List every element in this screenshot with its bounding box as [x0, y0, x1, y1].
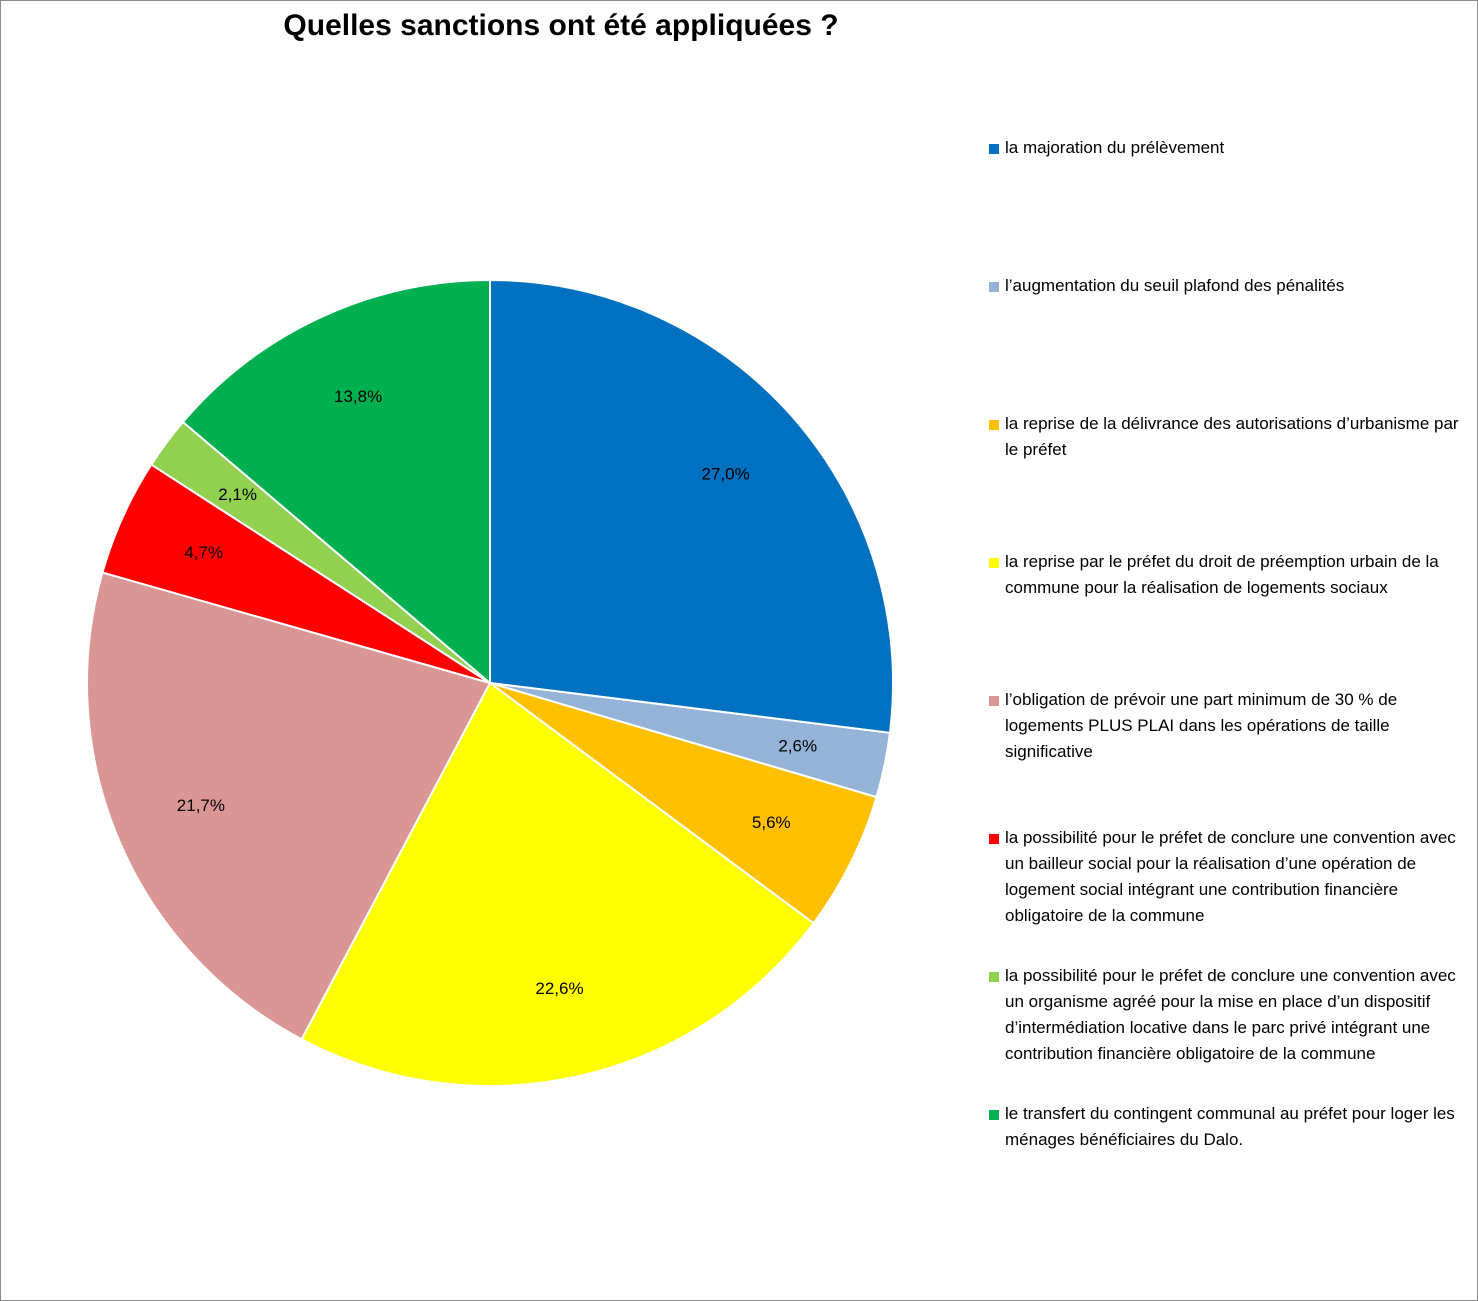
- legend-item-1: [987, 135, 1465, 161]
- legend-item-6: [987, 825, 1465, 929]
- legend-label: la possibilité pour le préfet de conclure une convention avec un bailleur social pour la réalisation d’une opération de logement social intégrant une contribution financière obligatoire de la commune: [1005, 828, 1456, 925]
- data-label-4: 22,6%: [535, 979, 584, 999]
- legend-label: la reprise de la délivrance des autorisations d’urbanisme par le préfet: [1005, 414, 1459, 459]
- legend-label: l’obligation de prévoir une part minimum de 30 % de logements PLUS PLAI dans les opérations de taille significative: [1005, 690, 1398, 761]
- legend-swatch: [989, 1110, 999, 1120]
- data-label-5: 21,7%: [176, 795, 226, 815]
- data-label-7: 2,1%: [218, 485, 257, 505]
- data-label-8: 13,8%: [333, 387, 383, 407]
- legend-item-5: [987, 687, 1465, 765]
- legend-swatch: [989, 558, 999, 568]
- data-label-6: 4,7%: [184, 542, 224, 562]
- legend-item-8: [987, 1101, 1465, 1153]
- pie-chart: [1, 1, 981, 1300]
- legend-swatch: [989, 420, 999, 430]
- legend-item-4: [987, 549, 1465, 601]
- legend-label: l’augmentation du seuil plafond des pénalités: [1005, 276, 1345, 295]
- pie-slice-1: [490, 280, 893, 733]
- chart-title: Quelles sanctions ont été appliquées ?: [283, 9, 839, 42]
- data-label-1: 27,0%: [701, 464, 750, 484]
- legend: [987, 1, 1467, 1300]
- legend-label: la reprise par le préfet du droit de préemption urbain de la commune pour la réalisation de logements sociaux: [1005, 552, 1439, 597]
- data-label-2: 2,6%: [778, 736, 818, 756]
- data-label-3: 5,6%: [751, 812, 791, 832]
- legend-label: la possibilité pour le préfet de conclure une convention avec un organisme agréé pour la mise en place d’un dispositif d’intermédiation locative dans le parc privé intégrant une contribution financière obligatoire de la commune: [1005, 966, 1456, 1063]
- legend-label: la majoration du prélèvement: [1005, 138, 1225, 157]
- legend-item-2: [987, 273, 1465, 299]
- legend-swatch: [989, 144, 999, 154]
- legend-label: le transfert du contingent communal au préfet pour loger les ménages bénéficiaires du Dalo.: [1005, 1104, 1455, 1149]
- legend-swatch: [989, 696, 999, 706]
- legend-item-7: [987, 963, 1465, 1067]
- legend-swatch: [989, 972, 999, 982]
- legend-swatch: [989, 282, 999, 292]
- legend-item-3: [987, 411, 1465, 463]
- legend-swatch: [989, 834, 999, 844]
